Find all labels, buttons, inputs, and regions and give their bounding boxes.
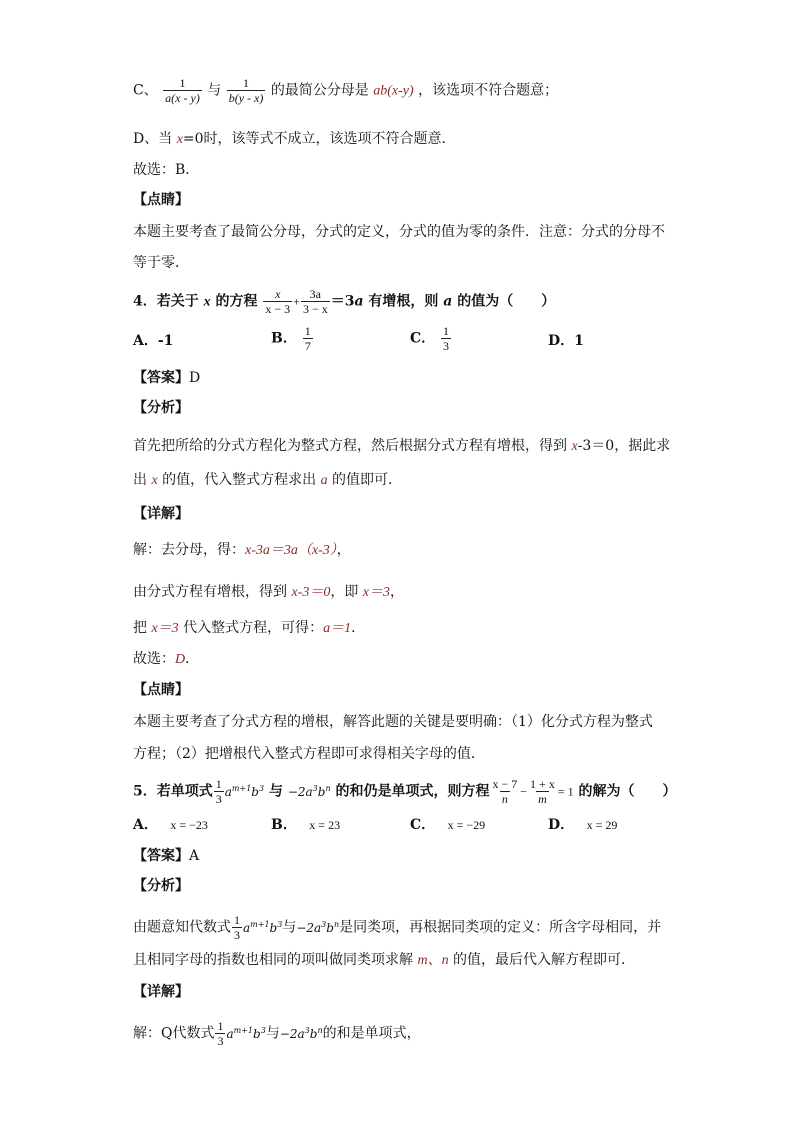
xiangjie-4-line-3: 把 x＝3 代入整式方程，可得：a＝1． — [133, 620, 366, 636]
option-c-prefix: C、 — [133, 82, 158, 99]
q5-option-d: D． x = 29 — [548, 817, 618, 833]
xiangjie-4-line-1: 解：去分母，得：x-3a＝3a（x-3）， — [133, 542, 351, 558]
q4-option-a: A．-1 — [133, 333, 174, 349]
dianjing-text-line: 本题主要考查了最简公分母，分式的定义，分式的值为零的条件．注意：分式的分母不 — [133, 224, 665, 240]
fenxi-5-line-1: 由题意知代数式 $\frac{1}{3}$ $a^{m+1}b^3$与$-2a^3b^n$是同类项，再根据同类项的定义：所含字母相同，并 — [133, 913, 662, 942]
fenxi-4-line-2: 出 x 的值，代入整式方程求出 a 的值即可． — [133, 472, 403, 488]
choice-line-4: 故选：D． — [133, 651, 200, 667]
section-tag-fenxi: 【分析】 — [133, 400, 189, 416]
xiangjie-5-line-1: 解：Q代数式 $\frac{1}{3}$ $a^{m+1}b^3$与$-2a^3b^n$的和是单项式， — [133, 1019, 421, 1048]
fraction-1-over-a-x-minus-y: $\frac{1}{a(x - y)}$ — [165, 76, 200, 105]
section-tag-fenxi: 【分析】 — [133, 878, 189, 894]
fraction-x-over-x-minus-3: $\frac{x}{x - 3}$ — [265, 287, 291, 316]
option-d-explanation: D、当 x=0时，该等式不成立，该选项不符合题意． — [133, 131, 456, 147]
q5-option-c: C． x = −29 — [410, 817, 486, 833]
question-4: 4．若关于 x 的方程 $\frac{x}{x - 3}$ + $\frac{3a}{3 - x}$ ＝3a 有增根，则 a 的值为（ ） — [133, 287, 556, 316]
answer-4: 【答案】D — [133, 370, 201, 386]
dianjing-4-line-2: 方程；（2）把增根代入整式方程即可求得相关字母的值． — [133, 746, 485, 762]
section-tag-xiangjie: 【详解】 — [133, 506, 189, 522]
choice-line-1: 故选：B． — [133, 162, 200, 178]
q4-option-c: C． $\frac{1}{3}$ — [410, 324, 450, 353]
dianjing-text-line: 等于零． — [133, 255, 189, 271]
xiangjie-4-line-2: 由分式方程有增根，得到 x-3＝0，即 x＝3， — [133, 584, 405, 600]
option-c-explanation: C、 $\frac{1}{a(x - y)}$ 与 $\frac{1}{b(y - x)}$ 的最简公分母是 ab(x-y) ，该选项不符合题意； — [133, 76, 559, 105]
question-5: 5．若单项式 $\frac{1}{3}$ $a^{m+1}b^3$ 与 $-2a^3b^n$ 的和仍是单项式，则方程 $\frac{x - 7}{n}$ − $\frac{1 + x}{m}$ = 1 的解为（ ） — [133, 777, 677, 806]
section-tag-dianjing: 【点睛】 — [133, 682, 189, 698]
fenxi-4-line-1: 首先把所给的分式方程化为整式方程，然后根据分式方程有增根，得到 x-3＝0，据此求 — [133, 438, 671, 454]
dianjing-4-line-1: 本题主要考查了分式方程的增根，解答此题的关键是要明确：（1）化分式方程为整式 — [133, 714, 653, 730]
fraction-3a-over-3-minus-x: $\frac{3a}{3 - x}$ — [302, 287, 328, 316]
fraction-1-over-b-y-minus-x: $\frac{1}{b(y - x)}$ — [228, 76, 264, 105]
section-tag-dianjing: 【点睛】 — [133, 192, 189, 208]
q4-option-b: B． $\frac{1}{7}$ — [271, 324, 311, 353]
q5-option-a: A． x = −23 — [133, 817, 208, 833]
answer-5: 【答案】A — [133, 848, 200, 864]
fenxi-5-line-2: 且相同字母的指数也相同的项叫做同类项求解 m、n 的值，最后代入解方程即可． — [133, 952, 636, 968]
lcd-expression: ab(x-y) — [373, 83, 414, 99]
q5-option-b: B． x = 23 — [271, 817, 341, 833]
section-tag-xiangjie: 【详解】 — [133, 984, 189, 1000]
q4-option-d: D．1 — [548, 333, 584, 349]
